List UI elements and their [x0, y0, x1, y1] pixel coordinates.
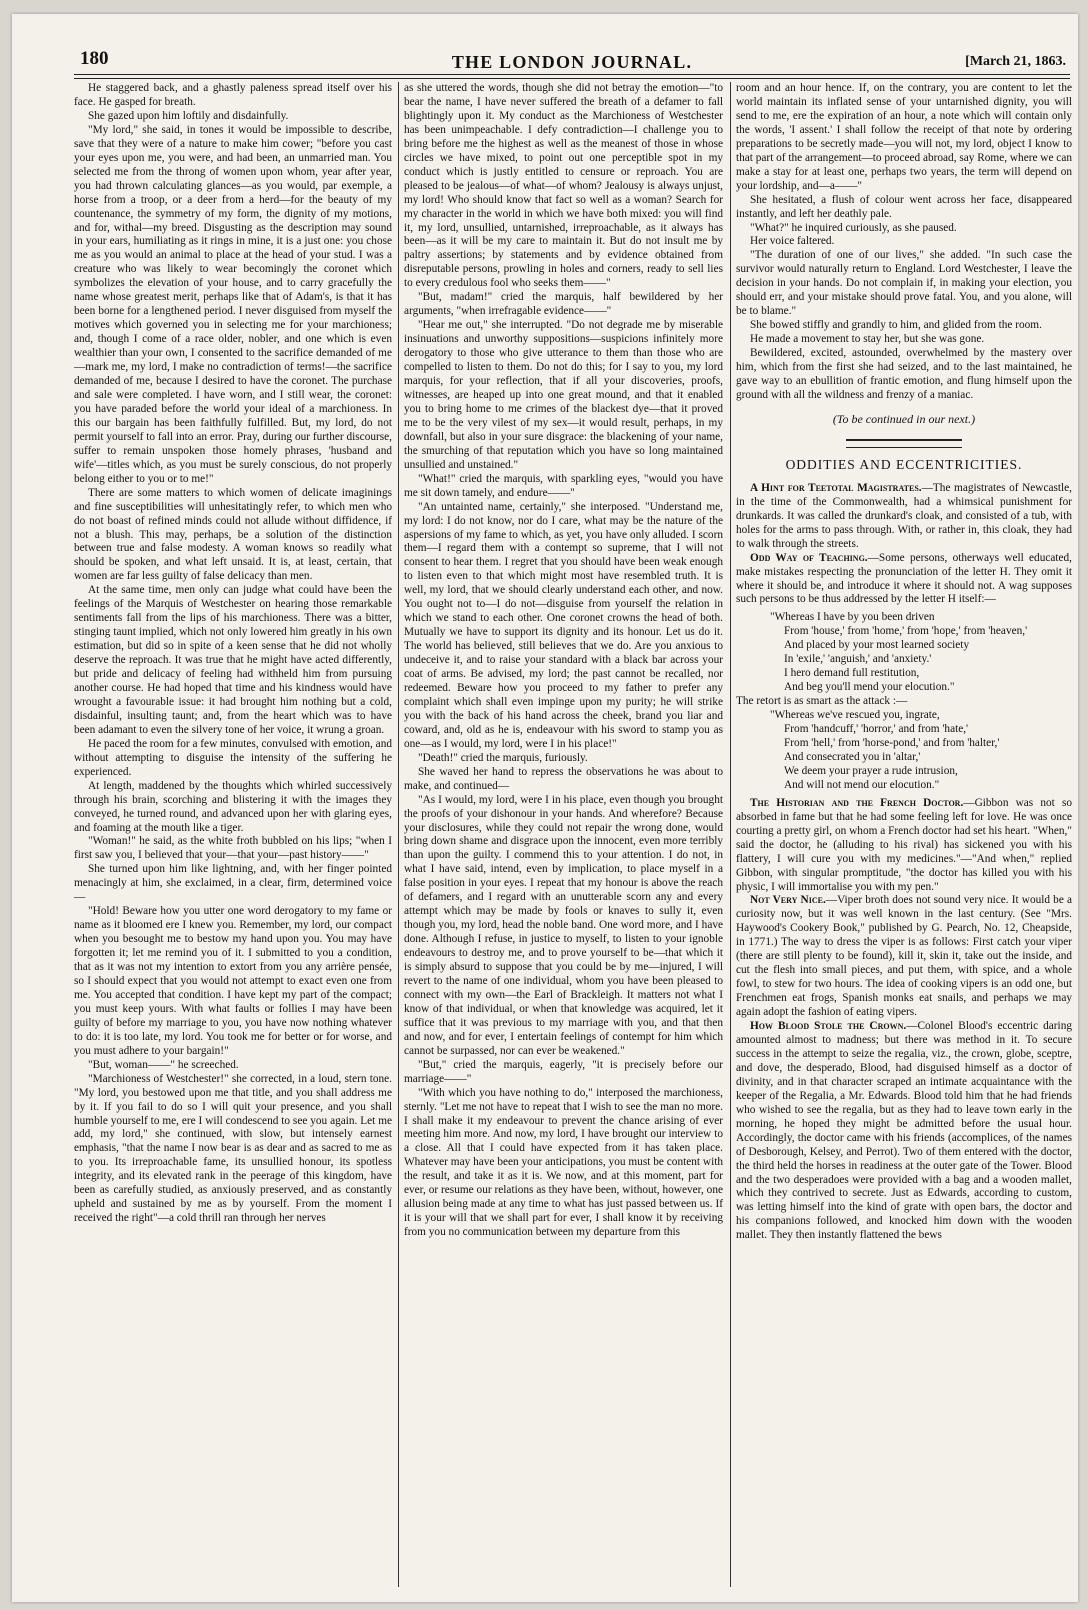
oddity-text: —Some persons, otherways well educated, make mistakes respecting the pronunciation of the letter H. They omit it where it should be, and introduce it where it should not. A wag supposes such persons to be thus addressed by the letter H itself:— [736, 551, 1072, 606]
oddity-item [736, 1020, 1072, 1243]
paragraph: as she uttered the words, though she did not betray the emotion—"to bear the name, I have never suffered the breath of a defamer to fall blightingly upon it. My conduct as the Marchioness of Westchester has been unimpeachable. I defy contradiction—I challenge you to bring before me the highest as well as the meanest of those in whose circles we have mixed, to point out one perceptible spot in my conduct which is justly entitled to censure or reproach. You are pleased to be jealous—of what—of whom? Jealousy is always unjust, my lord! Who should know that fact so well as a woman? Search for my character in the world in which we have both mixed: you will find it, my lord, unsullied, untarnished, irreproachable, as it always has been—as it will be my care to maintain it. But do not insult me by paltry assertions; by statements and by evidence obtained from disreputable persons, prowling in holes and corners, ready to sell lies to every credulous fool who seeks them——" [404, 82, 723, 290]
section-divider [846, 439, 962, 448]
header-rule [74, 74, 1070, 75]
issue-date: [March 21, 1863. [965, 54, 1066, 69]
column-divider [730, 82, 731, 1587]
oddity-text: —The magistrates of Newcastle, in the time of the Commonwealth, had a whimsical punishment for drunkards. It was called the drunkard's cloak, and consisted of a tub, with holes for the arms to pass through. With, or rather in, this cloak, they had to walk through the streets. [736, 481, 1072, 550]
paragraph: "Marchioness of Westchester!" she corrected, in a loud, stern tone. "My lord, you bestowed upon me that title, and you shall address me by it. If you fail to do so I will quit your presence, and you shall humble yourself to me, ere I will condescend to see you again. Let me add, my lord," she continued, with slow, but intensely earnest emphasis, "that the name I now bear is as dear and as sacred to me as to you. Its irreproachable fame, its unsullied honour, its spotless integrity, and its elevated rank in the peerage of this kingdom, have been as carefully studied, as anxiously preserved, and as constantly upheld and sustained by me as by yourself. From the moment I received the right"—a cold thrill ran through her nerves [74, 1072, 392, 1225]
retort-line: The retort is as smart as the attack :— [736, 695, 908, 708]
oddity-text: —Gibbon was not so absorbed in fame but that he had some feeling left for love. He was once courting a pretty girl, on whom a French doctor had set his heart. "When," said the doctor, he (alluding to his rival) has sickened you with his flattery, I will cure you with my medicines."—"And when," replied Gibbon, with singular promptitude, "the doctor has killed you with his physic, I will immortalise you with my pen." [736, 796, 1072, 893]
oddity-heading: Odd Way of Teaching. [750, 551, 868, 564]
paragraph: "Hear me out," she interrupted. "Do not degrade me by miserable insinuations and unworthy suppositions—suspicions infinitely more derogatory to those who give utterance to them than those who are compelled to listen to them. Do not do this; for I say to you, my lord marquis, for your reflection, that if all your discoveries, proofs, witnesses, are heaped up into one great mound, and that it enabled you to bring home to me crimes of the blackest dye—that it proved me to be the very vilest of my sex—it would result, perhaps, in my downfall, but also in your sure disgrace: the blackening of your name, the smurching of that reputation which you have so long maintained unsullied and unstained." [404, 319, 723, 471]
paragraph: room and an hour hence. If, on the contrary, you are content to let the world maintain its inflated sense of your untarnished dignity, you will send to me, ere the expiration of an hour, a note which will contain only the words, 'I assent.' I shall follow the receipt of that note by ordering preparations to be secretly made—you will not, my lord, object I know to that part of the arrangement—to proceed abroad, say Rome, where we can make a stay for at least one, perhaps two years, the term will depend on your lordship, and—a——" [736, 82, 1072, 192]
oddity-item [736, 797, 1072, 895]
poem-line: From 'house,' from 'home,' from 'hope,' from 'heaven,' [784, 625, 1028, 638]
paragraph: He paced the room for a few minutes, convulsed with emotion, and without attempting to disguise the intensity of the suffering he experienced. [74, 737, 392, 778]
oddity-text: —Colonel Blood's eccentric daring amounted almost to madness; but there was method in it. To secure success in the attempt to seize the regalia, viz., the crown, globe, sceptre, and dove, the desperado, Blood, had disguised himself as a doctor of divinity, and in that character scraped an intimate acquaintance with the keeper of the Regalia, a Mr. Edwards. Blood told him that he had friends who wished to see the regalia, but as they had to leave town early in the morning, he hoped they might be admitted before the usual hour. Accordingly, the doctor came with his friends (accomplices, of the names of Desborough, Kelsey, and Perrot). Two of them entered with the doctor, the third held the horses in readiness at the outer gate of the Tower. Blood and the two desperadoes were provided with a bag and a wooden mallet, which they contrived to secrete. Just as Edwards, according to custom, was letting himself into the kind of grate with open bars, the doctor and his companions followed, and knocked him down with the wooden mallet. They then instantly flattened the bews [736, 1020, 1072, 1242]
poem-line: From 'handcuff,' 'horror,' and from 'hate,' [784, 723, 969, 736]
to-be-continued-note: (To be continued in our next.) [832, 411, 976, 426]
poem-line: And beg you'll mend your elocution." [784, 681, 955, 694]
poem-line: And consecrated you in 'altar,' [784, 750, 921, 763]
paragraph: "The duration of one of our lives," she added. "In such case the survivor would naturally return to England. Lord Westchester, I leave the decision in your hands. Do not complain if, in making your election, you should err, and your mistake should prove fatal. You, and you alone, will be to blame." [736, 249, 1072, 318]
column-2 [404, 82, 723, 1588]
oddity-heading: A Hint for Teetotal Magistrates. [750, 481, 922, 494]
oddity-item [736, 482, 1072, 552]
oddity-heading: How Blood Stole the Crown. [750, 1020, 907, 1033]
paragraph: "As I would, my lord, were I in his place, even though you brought the proofs of your dishonour in your hands. And wherefore? Because your disclosures, while they could not repair the wrong done, would bring down shame and disgrace upon the innocent, even more terribly than upon the guilty. I commend this to your attention. I do not, in what I have said, intend, even by implication, to place myself in a false position in your eyes. I repeat that my honour is above the reach of defamers, and I regard with an unutterable scorn any and every attempt which may be made by fools or knaves to sully it, even though you, my lord, head the noble band. One word more, and I have done. Although I refuse, in justice to myself, to listen to your ignoble endeavours to destroy me, and to prove yourself to be—that which it is simply absurd to suppose that you could be by me—injured, I will revert to the name of one individual, whom you have been pleased to connect with my own—the Earl of Brackleigh. It matters not what I know of that individual, or when that knowledge was acquired, let it suffice that it was previous to my marriage with you, and that then and now, and for ever, I entertain feelings of contempt for him which cannot be surpassed, nor can ever be weakened." [404, 793, 723, 1057]
paragraph: Bewildered, excited, astounded, overwhelmed by the mastery over him, which from the first she had seized, and to the last maintained, he gave way to an ebullition of frantic emotion, and flung himself upon the ground with all the wildness and frenzy of a maniac. [736, 347, 1072, 401]
column-3 [736, 82, 1072, 1588]
journal-title: THE LONDON JOURNAL. [451, 52, 693, 72]
paragraph: He staggered back, and a ghastly paleness spread itself over his face. He gasped for breath. [74, 82, 392, 108]
paragraph: "My lord," she said, in tones it would be impossible to describe, save that they were of a nature to make him cower; "before you cast your eyes upon me, you were, and had been, an unmarried man. You selected me from the throng of women upon whom, year after year, you had thrown calculating glances—as you would, par exemple, a horse from a troop, or a deer from a herd—for the beauty of my countenance, the symmetry of my form, the dignity of my motions, and for, withal—my breed. Disgusting as the description may sound in your ears, humiliating as it rings in mine, it is a just one: you chose me as you would an animal to place at the head of your stud. I was a creature who was likely to wear becomingly the coronet which symbolizes the elevation of your house, and to carry gracefully the name whose greatest merit, perhaps like that of Adam's, is that it has been borne for a lengthened period. I never disguised from myself the motives which governed you in selecting me for your marchioness; and, though I come of a race older, nobler, and one which is even wealthier than your own, I consented to the sacrifice demanded of me—mark me, my lord, I make no contradiction of terms!—the sacrifice demanded of me, because I desired to have the coronet. The purchase and sale were completed. I have worn, and I still wear, the coronet: you have paraded before the world your ideal of a marchioness. In this our bargain has been faithfully fulfilled. But, my lord, do not permit yourself to fall into an error. Pray, during our further discourse, suffer to remain unspoken those homely phrases, 'husband and wife'—titles which, as you must be surely conscious, do not properly belong either to you or to me!" [74, 123, 392, 485]
paragraph: She gazed upon him loftily and disdainfully. [88, 109, 289, 122]
paragraph: She waved her hand to repress the observations he was about to make, and continued— [404, 765, 723, 792]
poem-line: In 'exile,' 'anguish,' and 'anxiety.' [784, 653, 932, 666]
paragraph: "With which you have nothing to do," interposed the marchioness, sternly. "Let me not have to repeat that I wish to see the man no more. I shall make it my endeavour to prevent the chance arising of ever meeting him more. And now, my lord, I have brought our interview to a close. All that I could have expected from it has taken place. Whatever may have been your anticipations, you must be content with the result, and take it as it is. We now, and at this moment, part for ever, or resume our relations as they have been, without, however, one allusion being made at any time to what has just passed between us. If it is your will that we shall part for ever, I shall know it by receiving from you no communication between my departure from this [404, 1086, 723, 1239]
newspaper-page [12, 14, 1078, 1602]
paragraph: "What?" he inquired curiously, as she paused. [750, 221, 957, 234]
header-rule-thin [74, 78, 1070, 79]
oddity-item [736, 894, 1072, 1020]
paragraph: She hesitated, a flush of colour went across her face, disappeared instantly, and left her deathly pale. [736, 193, 1072, 220]
paragraph: "Hold! Beware how you utter one word derogatory to my fame or name as it bloomed ere I knew you. Remember, my lord, our compact when you besought me to bestow my hand upon you. You may have forgotten it; let me remind you of it. I submitted to you a condition, that as it was not my intention to extort from you any arrière pensée, so I should expect that you would not attempt to exact even one from me. You accepted that condition. I have kept my part of the compact; you must keep yours. With what faults or follies I may have been guilty of before my marriage to you, you have now nothing whatever to do: it is too late, my lord. You took me for better or for worse, and you must adhere to your bargain!" [74, 905, 392, 1057]
poem-line: We deem your prayer a rude intrusion, [784, 764, 958, 777]
paragraph: "But, madam!" cried the marquis, half bewildered by her arguments, "when irrefragable evidence——" [404, 291, 723, 318]
oddity-heading: The Historian and the French Doctor. [750, 796, 964, 809]
paragraph: Her voice faltered. [750, 235, 835, 248]
paragraph: "But," cried the marquis, eagerly, "it is precisely before our marriage——" [404, 1058, 723, 1085]
poem-line: I hero demand full restitution, [784, 667, 920, 680]
poem-line: From 'hell,' from 'horse-pond,' and from 'halter,' [784, 736, 1000, 749]
page-number: 180 [80, 48, 109, 69]
oddity-item [736, 552, 1072, 608]
oddity-heading: Not Very Nice. [750, 894, 826, 907]
paragraph: There are some matters to which women of delicate imaginings and fine susceptibilities will unhesitatingly refer, to which men who do not boast of refined minds could not allude without diffidence, if not a blush. This may, perhaps, be a solution of the distinction between true and false modesty. A woman knows so readily what should be spoken, and what left unsaid. It is, at least, certain, that women are far less guilty of false delicacy than men. [74, 486, 392, 583]
section-title: ODDITIES AND ECCENTRICITIES. [785, 456, 1023, 472]
paragraph: She turned upon him like lightning, and, with her finger pointed menacingly at him, she exclaimed, in a clear, firm, determined voice— [74, 863, 392, 904]
paragraph: At the same time, men only can judge what could have been the feelings of the Marquis of Westchester on hearing those remarkable sentiments fall from the lips of his marchioness. There was a bitter, stinging taunt implied, which not only lowered him greatly in his own estimation, but did so in spite of a keen sense that he did not wholly deserve the reproach. It was true that he might have acted differently, but pride and delicacy of feeling had withheld him from pursuing another course. He had hoped that time and his kindness would have wrought a favourable issue: it had brought him nothing but a cold, disdainful, insulting taunt; and, from the heart which was to have been adamant to even the silvery tone of her voice, it wrung a groan. [74, 584, 392, 736]
poem-line: "Whereas we've rescued you, ingrate, [770, 709, 940, 722]
paragraph: "Woman!" he said, as the white froth bubbled on his lips; "when I first saw you, I believed that your—that your—past history——" [74, 835, 392, 862]
paragraph: "What!" cried the marquis, with sparkling eyes, "would you have me sit down tamely, and endure——" [404, 472, 723, 499]
poem-line: And will not mend our elocution." [784, 778, 940, 791]
paragraph: "An untainted name, certainly," she interposed. "Understand me, my lord: I do not know, nor do I care, what may be the nature of the aspersions of my fame to which, as yet, you have only alluded. I scorn them—I regard them with a contempt so supreme, that I will not consent to hear them. I regret that you should have been weak enough to listen even to that which might most have resembled truth. It is well, my lord, that we should clearly understand each other, and now. You ought not to—I do not—disguise from yourself the relation in which we stand to each other. One coronet crowns the head of both. Mutually we have to support its dignity and its honour. Let us do it. The world has believed, still believes that we do. Are you anxious to undeceive it, and to raise your standard with a black bar across your coat of arms. Be advised, my lord; the past cannot be recalled, nor redeemed. Beware how you proceed to my father to prefer any complaint which shall even impinge upon my purity; he will strike you with the back of his hand across the cheek, brand you liar and coward, and, old as he is, endeavour with his sword to stamp you as one—as I would, my lord, were I in his place!" [404, 500, 723, 750]
paragraph: She bowed stiffly and grandly to him, and glided from the room. [750, 319, 1042, 332]
oddity-text: —Viper broth does not sound very nice. It would be a curiosity now, but it was well known in the last century. (See "Mrs. Haywood's Cookery Book," published by G. Pearch, No. 12, Cheapside, in 1771.) The way to dress the viper is as follows: First catch your viper (there are still plenty to be found), kill it, skin it, take out the inside, and cut the flesh into small pieces, and put them, with spice, and a whole fowl, to stew for two hours. The idea of cooking vipers is an odd one, but Frenchmen eat frogs, Spanish monks eat snails, and perhaps we may again adopt the fashion of eating vipers. [736, 894, 1072, 1019]
poem-line: And placed by your most learned society [784, 639, 970, 652]
paragraph: At length, maddened by the thoughts which whirled successively through his brain, scorching and blistering it with the images they conveyed, he turned round, and advanced upon her with glaring eyes, and foaming at the mouth like a tiger. [74, 779, 392, 834]
column-1 [74, 82, 392, 1588]
paragraph: "But, woman——" he screeched. [88, 1058, 239, 1071]
paragraph: "Death!" cried the marquis, furiously. [418, 751, 588, 764]
column-divider [398, 82, 399, 1587]
page-header [72, 40, 1072, 76]
paragraph: He made a movement to stay her, but she was gone. [750, 333, 985, 346]
poem-line: "Whereas I have by you been driven [770, 611, 935, 624]
